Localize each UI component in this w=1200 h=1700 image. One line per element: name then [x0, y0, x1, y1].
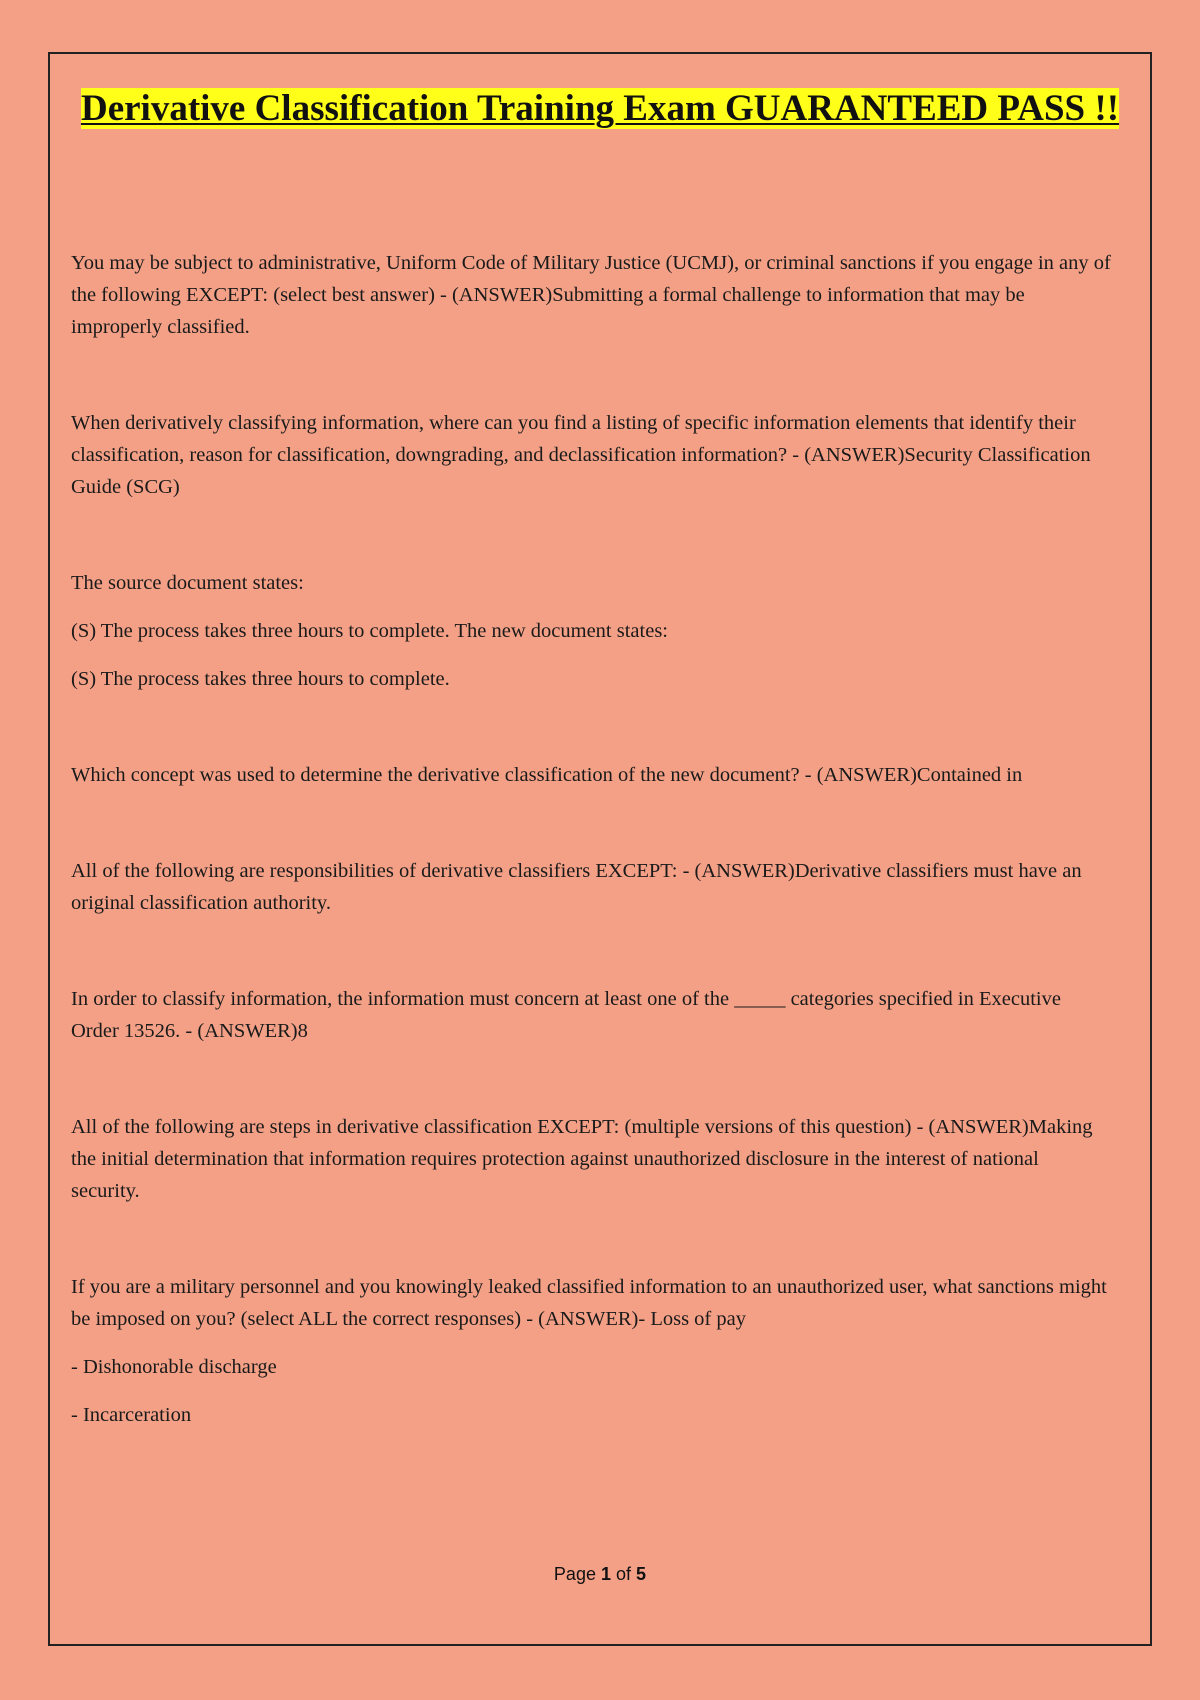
page-label: Page [553, 1564, 596, 1584]
title-block [48, 80, 1152, 138]
source-document-intro: The source document states: [71, 572, 304, 594]
question-responsibilities: All of the following are responsibilities of derivative classifiers EXCEPT: - (ANSWER)Derivative classifiers must have an original classification authority. [71, 860, 1082, 914]
sanction-dishonorable-discharge: - Dishonorable discharge [71, 1356, 277, 1378]
new-document-text: (S) The process takes three hours to complete. [71, 668, 450, 690]
question-scg: When derivatively classifying information, where can you find a listing of specific information elements that identify their classification, reason for classification, downgrading, and declassification information? - (ANSWER)Security Classification Guide (SCG) [71, 412, 1091, 498]
document-body [71, 247, 1111, 1431]
sanction-incarceration: - Incarceration [71, 1404, 192, 1426]
source-document-text: (S) The process takes three hours to complete. The new document states: [71, 620, 668, 642]
question-steps: All of the following are steps in derivative classification EXCEPT: (multiple versions of this question) - (ANSWER)Making the initial determination that information requires protection against unauthorized disclosure in the interest of national security. [71, 1116, 1093, 1202]
total-pages: 5 [636, 1564, 647, 1584]
current-page-number: 1 [600, 1564, 611, 1584]
question-categories: In order to classify information, the information must concern at least one of the _____ categories specified in Executive Order 13526. - (ANSWER)8 [71, 988, 1061, 1042]
of-label: of [616, 1564, 632, 1584]
document-title: Derivative Classification Training Exam GUARANTEED PASS !! [80, 88, 1120, 129]
question-contained-in: Which concept was used to determine the derivative classification of the new document? - (ANSWER)Contained in [71, 764, 1023, 786]
page-footer [48, 1564, 1152, 1585]
question-ucmj-sanctions: You may be subject to administrative, Uniform Code of Military Justice (UCMJ), or criminal sanctions if you engage in any of the following EXCEPT: (select best answer) - (ANSWER)Submitting a formal challenge to information that may be improperly classified. [71, 252, 1111, 338]
question-military-sanctions: If you are a military personnel and you knowingly leaked classified information to an unauthorized user, what sanctions might be imposed on you? (select ALL the correct responses) - (ANSWER)- Loss of pay [71, 1276, 1107, 1330]
